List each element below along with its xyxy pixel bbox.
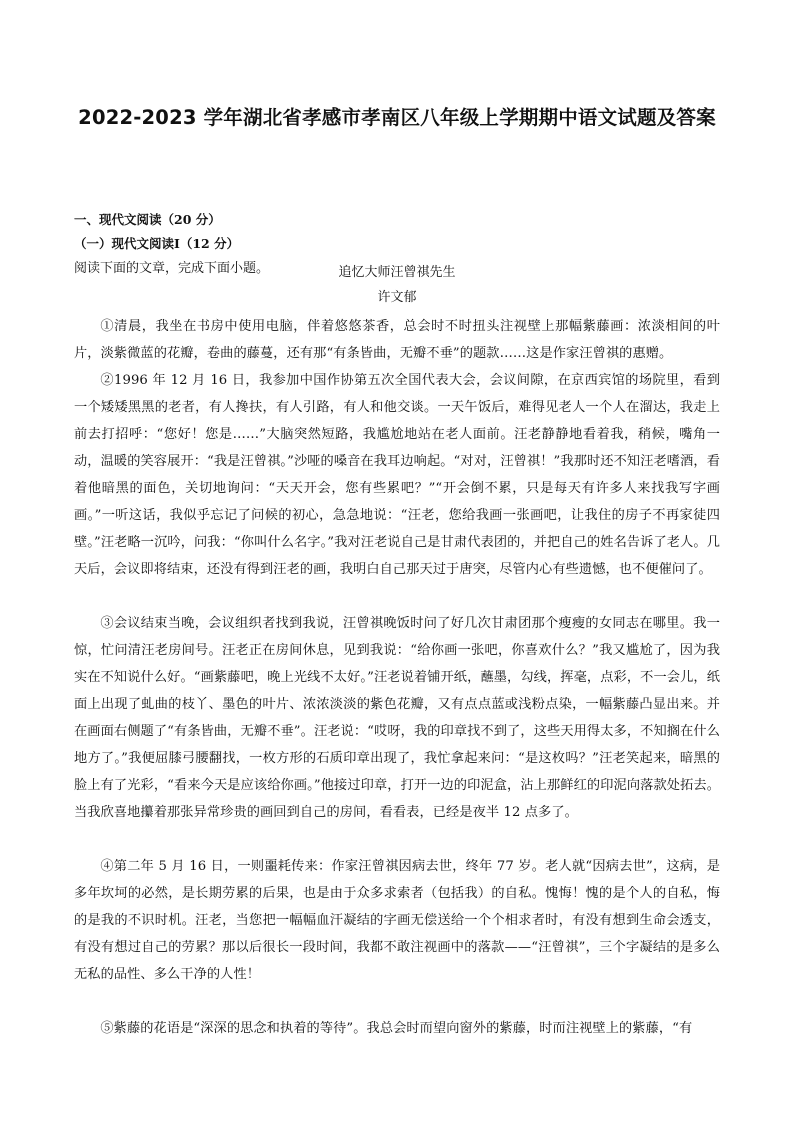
- article-author: 许文郁: [377, 290, 417, 305]
- paragraph-5: ⑤紫藤的花语是“深深的思念和执着的等待”。我总会时而望向窗外的紫藤，时而注视壁上的紫藤，“有: [100, 1021, 693, 1036]
- subsection-heading: （一）现代文阅读Ⅰ（12 分）: [74, 236, 240, 251]
- paragraph-1: ①清晨，我坐在书房中使用电脑，伴着悠悠茶香，总会时不时扭头注视壁上那幅紫藤画：浓淡相间的叶片，淡紫微蓝的花瓣，卷曲的藤蔓，还有那“有条皆曲，无瓣不垂”的题款……这是作家汪曾祺的惠赠。: [74, 319, 720, 361]
- paragraph-3: ③会议结束当晚，会议组织者找到我说，汪曾祺晚饭时问了好几次甘肃团那个瘦瘦的女同志在哪里。我一惊，忙问清汪老房间号。汪老正在房间休息，见到我说：“给你画一张吧，你喜欢什么？”我又尴尬了，因为我实在不知说什么好。“画紫藤吧，晚上光线不太好。”汪老说着铺开纸，蘸墨，勾线，挥毫，点彩，不一会儿，纸面上出现了虬曲的枝丫、墨色的叶片、浓浓淡淡的紫色花瓣，又有点点蓝或浅粉点染，一幅紫藤凸显出来。并在画面右侧题了“有条皆曲，无瓣不垂”。汪老说：“哎呀，我的印章找不到了，这些天用得太多，不知搁在什么地方了。”我便屈膝弓腰翻找，一枚方形的石质印章出现了，我忙拿起来问：“是这枚吗？”汪老笑起来，暗黑的脸上有了光彩，“看来今天是应该给你画。”他接过印章，打开一边的印泥盒，沾上那鲜红的印泥向落款处拓去。当我欣喜地攥着那张异常珍贵的画回到自己的房间，看看表，已经是夜半 12 点多了。: [74, 616, 720, 820]
- paragraph-2: ②1996 年 12 月 16 日，我参加中国作协第五次全国代表大会，会议间隙，在京西宾馆的场院里，看到一个矮矮黑黑的老者，有人搀扶，有人引路，有人和他交谈。一天午饭后，难得见老人一个人在溜达，我走上前去打招呼：“您好！您是……”大脑突然短路，我尴尬地站在老人面前。汪老静静地看着我，稍候，嘴角一动，温暖的笑容展开：“我是汪曾祺。”沙哑的嗓音在我耳边响起。“对对，汪曾祺！”我那时还不知汪老嗜酒，看着他暗黑的面色，关切地询问：“天天开会，您有些累吧？”“开会倒不累，只是每天有许多人来找我写字画画。”一听这话，我似乎忘记了问候的初心，急急地说：“汪老，您给我画一张画吧，让我住的房子不再家徒四壁。”汪老略一沉吟，问我：“你叫什么名字。”我对汪老说自己是甘肃代表团的，并把自己的姓名告诉了老人。几天后，会议即将结束，还没有得到汪老的画，我明白自己那天过于唐突，尽管内心有些遗憾，也不便催问了。: [74, 373, 720, 577]
- document-title: 2022-2023 学年湖北省孝感市孝南区八年级上学期期中语文试题及答案: [78, 106, 716, 129]
- article-title: 追忆大师汪曾祺先生: [338, 265, 456, 280]
- instruction-text: 阅读下面的文章，完成下面小题。: [74, 261, 270, 276]
- section-heading: 一、现代文阅读（20 分）: [74, 212, 221, 227]
- paragraph-4: ④第二年 5 月 16 日，一则噩耗传来：作家汪曾祺因病去世，终年 77 岁。老人就“因病去世”，这病，是多年坎坷的必然，是长期劳累的后果，也是由于众多求索者（包括我）的自私。愧悔！愧的是个人的自私，悔的是我的不识时机。汪老，当您把一幅幅血汗凝结的字画无偿送给一个个相求者时，有没有想到生命会透支，有没有想过自己的劳累？那以后很长一段时间，我都不敢注视画中的落款——“汪曾祺”，三个字凝结的是多么无私的品性、多么干净的人性！: [74, 859, 720, 982]
